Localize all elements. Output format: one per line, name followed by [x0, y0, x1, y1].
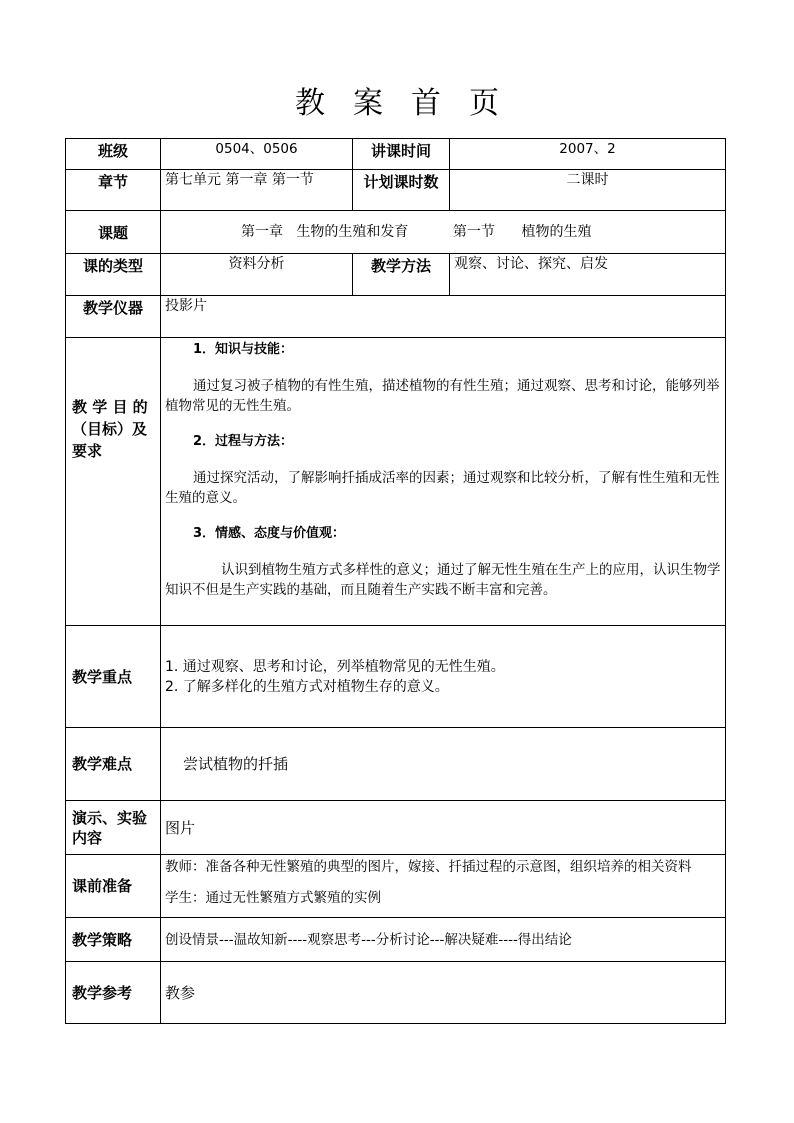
- prep-student: 学生：通过无性繁殖方式繁殖的实例: [165, 890, 381, 906]
- difficulty-value: 尝试植物的扦插: [161, 728, 726, 801]
- prep-value: [161, 855, 726, 918]
- chapter-value: 第七单元 第一章 第一节: [161, 170, 353, 211]
- table-row: [66, 626, 726, 728]
- demo-label: 演示、实验内容: [66, 801, 161, 855]
- table-row: [66, 918, 726, 962]
- class-value: 0504、0506: [161, 139, 353, 170]
- table-row: [66, 254, 726, 296]
- goal-heading-process: 2．过程与方法：: [193, 434, 294, 449]
- table-row: [66, 728, 726, 801]
- goals-label: 教 学 目 的（目标）及要求: [66, 338, 161, 626]
- type-label: 课的类型: [66, 254, 161, 296]
- class-label: 班级: [66, 139, 161, 170]
- page-title: 教案首页: [295, 86, 527, 121]
- goal-text-knowledge: 通过复习被子植物的有性生殖，描述植物的有性生殖；通过观察、思考和讨论，能够列举植物常见的无性生殖。: [165, 378, 720, 414]
- table-row: [66, 170, 726, 211]
- table-row: [66, 801, 726, 855]
- key-value: [161, 626, 726, 728]
- method-value: 观察、讨论、探究、启发: [450, 254, 726, 296]
- demo-value: 图片: [161, 801, 726, 855]
- planned-value: 二课时: [450, 170, 726, 211]
- goals-value: [161, 338, 726, 626]
- table-row: [66, 139, 726, 170]
- planned-label: 计划课时数: [353, 170, 450, 211]
- table-row: [66, 338, 726, 626]
- method-label: 教学方法: [353, 254, 450, 296]
- strategy-label: 教学策略: [66, 918, 161, 962]
- reference-label: 教学参考: [66, 962, 161, 1024]
- goal-heading-knowledge: 1．知识与技能：: [193, 342, 294, 357]
- strategy-value: 创设情景---温故知新----观察思考---分析讨论---解决疑难----得出结论: [161, 918, 726, 962]
- lesson-plan-table: [65, 138, 726, 1024]
- goal-text-process: 通过探究活动，了解影响扦插成活率的因素；通过观察和比较分析，了解有性生殖和无性生殖的意义。: [165, 470, 720, 506]
- key-point-1: 1. 通过观察、思考和讨论，列举植物常见的无性生殖。: [165, 658, 505, 675]
- reference-value: 教参: [161, 962, 726, 1024]
- time-value: 2007、2: [450, 139, 726, 170]
- difficulty-label: 教学难点: [66, 728, 161, 801]
- goal-heading-values: 3．情感、态度与价值观：: [193, 526, 346, 541]
- topic-label: 课题: [66, 211, 161, 254]
- prep-label: 课前准备: [66, 855, 161, 918]
- table-row: [66, 211, 726, 254]
- key-point-2: 2. 了解多样化的生殖方式对植物生存的意义。: [165, 678, 449, 695]
- prep-teacher: 教师：准备各种无性繁殖的典型的图片，嫁接、扦插过程的示意图，组织培养的相关资料: [165, 859, 692, 875]
- instrument-label: 教学仪器: [66, 296, 161, 338]
- instrument-value: 投影片: [161, 296, 726, 338]
- table-row: [66, 962, 726, 1024]
- table-row: [66, 296, 726, 338]
- chapter-label: 章节: [66, 170, 161, 211]
- time-label: 讲课时间: [353, 139, 450, 170]
- type-value: 资料分析: [161, 254, 353, 296]
- goal-text-values: 认识到植物生殖方式多样性的意义；通过了解无性生殖在生产上的应用，认识生物学知识不但是生产实践的基础，而且随着生产实践不断丰富和完善。: [165, 562, 721, 598]
- table-row: [66, 855, 726, 918]
- key-label: 教学重点: [66, 626, 161, 728]
- topic-value: 第一章 生物的生殖和发育 第一节 植物的生殖: [161, 211, 726, 254]
